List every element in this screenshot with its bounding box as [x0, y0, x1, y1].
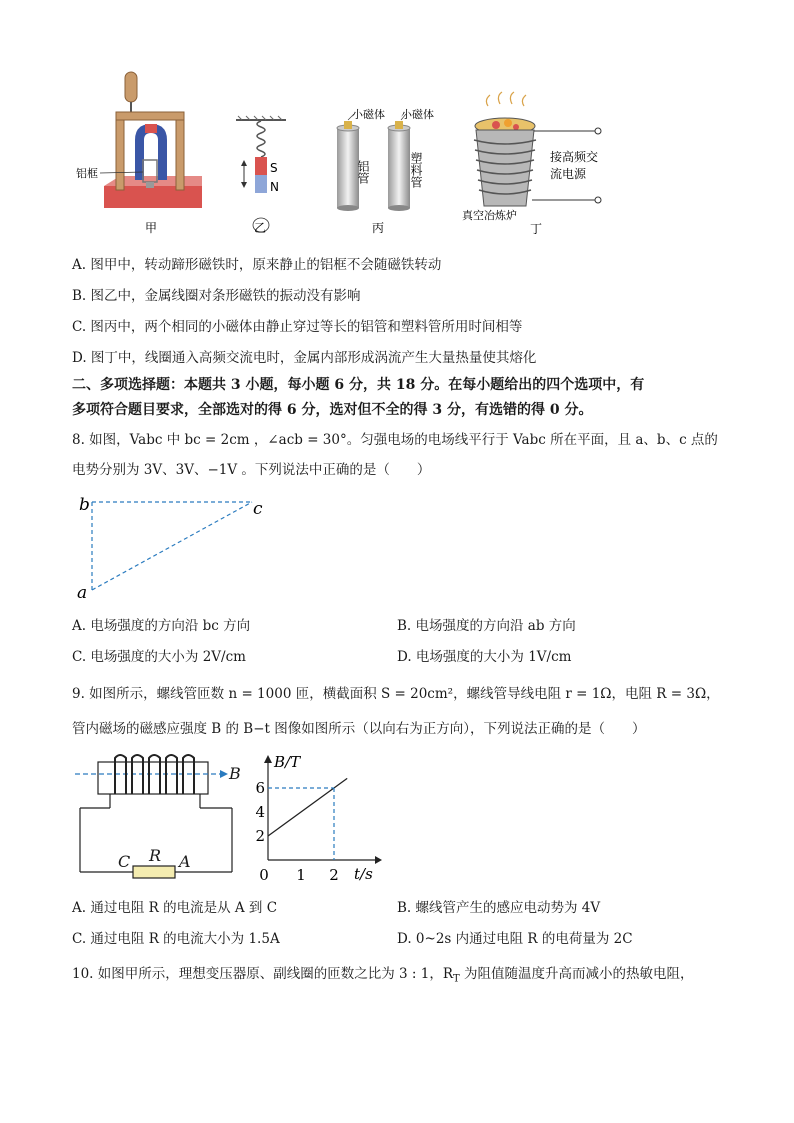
q9-option-b: B. 螺线管产生的感应电动势为 4V	[397, 900, 601, 916]
bt-xtick-2: 2	[329, 866, 339, 884]
label-ding: 丁	[530, 222, 543, 236]
q8-option-c: C. 电场强度的大小为 2V/cm	[72, 649, 246, 665]
q9-stem-line1: 9. 如图所示，螺线管匝数 n = 1000 匝，横截面积 S = 20cm²，螺线管导线电阻 r = 1Ω，电阻 R = 3Ω，	[72, 686, 720, 702]
q7-option-b: B. 图乙中，金属线圈对条形磁铁的振动没有影响	[72, 288, 361, 304]
label-bing: 丙	[372, 221, 385, 235]
q10-subscript: T	[453, 973, 460, 985]
bt-ytick-1: 4	[255, 803, 265, 821]
q8-option-d: D. 电场强度的大小为 1V/cm	[397, 649, 572, 665]
q7-option-d: D. 图丁中，线圈通入高频交流电时，金属内部形成涡流产生大量热量使其熔化	[72, 350, 537, 366]
q9-solenoid-circuit	[70, 750, 250, 890]
bt-ytick-0: 2	[255, 827, 265, 845]
q8-option-a: A. 电场强度的方向沿 bc 方向	[72, 618, 251, 634]
q9-option-c: C. 通过电阻 R 的电流大小为 1.5A	[72, 931, 280, 947]
q9-option-d: D. 0~2s 内通过电阻 R 的电荷量为 2C	[397, 931, 633, 947]
q9-fig-label-b-field: B	[229, 764, 241, 783]
bt-xtick-1: 1	[296, 866, 306, 884]
q8-fig-label-b: b	[79, 495, 90, 515]
label-n: N	[270, 180, 279, 194]
label-furnace: 真空冶炼炉	[462, 209, 517, 222]
q7-option-a: A. 图甲中，转动蹄形磁铁时，原来静止的铝框不会随磁铁转动	[72, 257, 442, 273]
q10-text-b: 为阻值随温度升高而减小的热敏电阻，	[459, 966, 694, 982]
q9-fig-label-r: R	[149, 846, 162, 865]
bt-ytick-2: 6	[255, 779, 265, 797]
q8-fig-label-c: c	[253, 499, 263, 519]
q8-option-b: B. 电场强度的方向沿 ab 方向	[397, 618, 576, 634]
q8-stem-line1: 8. 如图，Vabc 中 bc = 2cm ，∠acb = 30°。匀强电场的电场线平行于 Vabc 所在平面，且 a、b、c 点的	[72, 432, 718, 448]
figure-yi	[236, 116, 286, 235]
label-small-magnet-1: 小磁体	[352, 108, 385, 121]
q7-option-c: C. 图丙中，两个相同的小磁体由静止穿过等长的铝管和塑料管所用时间相等	[72, 319, 523, 335]
label-plastic-tube: 塑料管	[409, 152, 423, 188]
q9-bt-graph	[250, 745, 385, 890]
label-hf-ac-2: 流电源	[550, 167, 587, 181]
label-aluminum-frame: 铝框	[76, 167, 98, 180]
section2-heading-line2: 多项符合题目要求，全部选对的得 6 分，选对但不全的得 3 分，有选错的得 0 分。	[72, 402, 593, 418]
section2-heading-line1: 二、多项选择题：本题共 3 小题，每小题 6 分，共 18 分。在每小题给出的四个选项中，有	[72, 377, 645, 393]
label-jia: 甲	[145, 221, 158, 235]
q8-fig-label-a: a	[77, 583, 88, 603]
label-small-magnet-2: 小磁体	[401, 108, 434, 121]
bt-xlabel: t/s	[354, 865, 373, 883]
figure-ding	[462, 92, 601, 236]
bt-ylabel: B/T	[274, 753, 301, 771]
q8-stem-line2: 电势分别为 3V、3V、−1V 。下列说法中正确的是（ ）	[72, 462, 431, 478]
q9-fig-label-c: C	[118, 852, 131, 871]
q10-text-a: 10. 如图甲所示，理想变压器原、副线圈的匝数之比为 3 : 1，R	[72, 966, 454, 982]
label-hf-ac-1: 接高频交	[550, 150, 599, 164]
q9-stem-line2: 管内磁场的磁感应强度 B 的 B−t 图像如图所示（以向右为正方向），下列说法正确的是（ ）	[72, 721, 646, 737]
bt-xtick-0: 0	[259, 866, 269, 884]
q8-triangle-figure	[70, 490, 280, 605]
label-s: S	[270, 161, 278, 175]
label-aluminum-tube: 铝管	[356, 160, 370, 184]
q10-stem-line1	[72, 964, 694, 990]
q9-option-a: A. 通过电阻 R 的电流是从 A 到 C	[72, 900, 278, 916]
q9-fig-label-a: A	[179, 852, 191, 871]
figure-1-illustrations	[0, 0, 794, 245]
figure-bing	[337, 107, 434, 235]
bt-data-line	[268, 778, 347, 836]
label-yi: 乙	[254, 221, 267, 235]
figure-jia	[76, 72, 202, 235]
